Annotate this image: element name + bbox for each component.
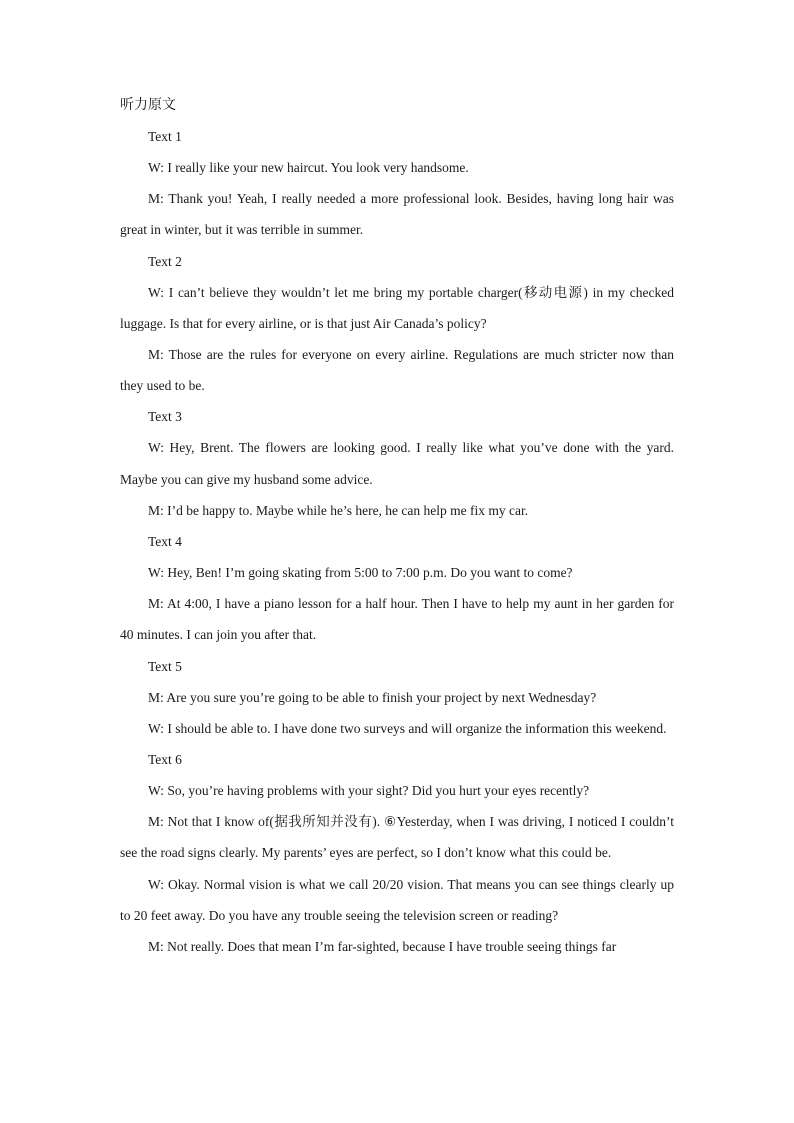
document-page xyxy=(120,90,674,962)
text-section-5 xyxy=(120,651,674,744)
dialogue-line: M: I’d be happy to. Maybe while he’s here, he can help me fix my car. xyxy=(148,502,529,518)
document-heading: 听力原文 xyxy=(120,98,176,113)
text-label: Text 5 xyxy=(148,658,182,674)
text-section-2 xyxy=(120,246,674,402)
text-section-6 xyxy=(120,744,674,962)
text-label: Text 3 xyxy=(148,409,182,425)
dialogue-line: M: At 4:00, I have a piano lesson for a half hour. Then I have to help my aunt in her garden for 40 minutes. I can join you after that. xyxy=(120,596,674,643)
text-label: Text 2 xyxy=(148,253,182,269)
text-label: Text 6 xyxy=(148,752,182,768)
dialogue-line: W: Hey, Ben! I’m going skating from 5:00 to 7:00 p.m. Do you want to come? xyxy=(148,565,573,581)
dialogue-line: W: I really like your new haircut. You look very handsome. xyxy=(148,160,469,175)
text-label: Text 1 xyxy=(148,129,182,144)
text-section-1 xyxy=(120,121,674,246)
dialogue-line: W: I should be able to. I have done two surveys and will organize the information this weekend. xyxy=(148,720,667,736)
dialogue-line: M: Those are the rules for everyone on every airline. Regulations are much stricter now than they used to be. xyxy=(120,347,674,394)
text-section-4 xyxy=(120,526,674,651)
text-section-3 xyxy=(120,401,674,526)
dialogue-line: W: I can’t believe they wouldn’t let me bring my portable charger(移动电源) in my checked luggage. Is that for every airline, or is that just Air Canada’s policy? xyxy=(120,284,674,331)
dialogue-line: M: Thank you! Yeah, I really needed a more professional look. Besides, having long hair was great in winter, but it was terrible in summer. xyxy=(120,191,674,238)
dialogue-line: W: So, you’re having problems with your sight? Did you hurt your eyes recently? xyxy=(148,783,590,799)
text-label: Text 4 xyxy=(148,534,182,550)
dialogue-line: M: Not really. Does that mean I’m far-sighted, because I have trouble seeing things far xyxy=(148,939,617,955)
dialogue-line: M: Not that I know of(据我所知并没有). ⑥Yesterday, when I was driving, I noticed I couldn’t see the road signs clearly. My parents’ eyes are perfect, so I don’t know what this could be. xyxy=(120,814,674,861)
dialogue-line: W: Okay. Normal vision is what we call 20/20 vision. That means you can see things clearly up to 20 feet away. Do you have any trouble seeing the television screen or reading? xyxy=(120,876,674,923)
dialogue-line: M: Are you sure you’re going to be able to finish your project by next Wednesday? xyxy=(148,689,597,705)
dialogue-line: W: Hey, Brent. The flowers are looking good. I really like what you’ve done with the yard. Maybe you can give my husband some advice. xyxy=(120,440,674,487)
